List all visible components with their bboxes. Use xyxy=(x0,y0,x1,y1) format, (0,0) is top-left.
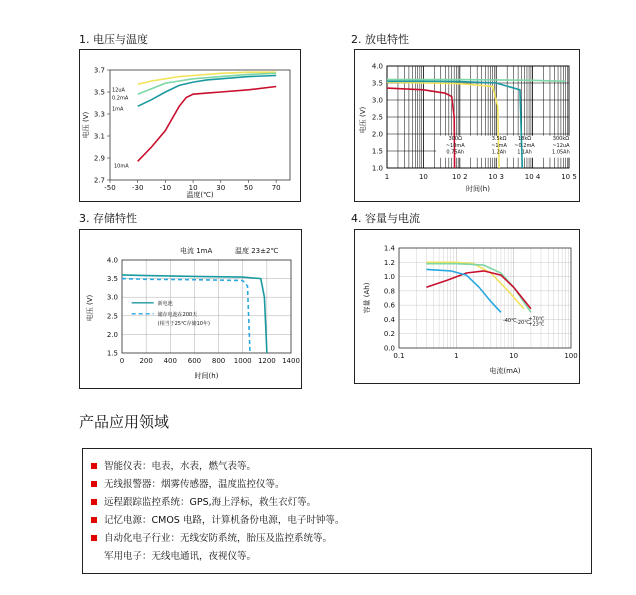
x-tick-label: 600 xyxy=(187,357,202,365)
applications-heading: 产品应用领域 xyxy=(79,413,170,431)
application-text: 智能仪表：电表，水表，燃气表等。 xyxy=(104,461,257,472)
y-tick-label: 0.4 xyxy=(383,315,395,324)
y-tick-label: 2.7 xyxy=(93,176,105,185)
y-tick-label: 2.0 xyxy=(106,330,118,339)
x-tick-label: 100 xyxy=(564,352,578,360)
section-title-discharge: 2. 放电特性 xyxy=(351,33,409,46)
application-text: 记忆电源：CMOS 电路，计算机备份电源，电子时钟等。 xyxy=(104,515,345,526)
bullet-square-icon xyxy=(91,517,97,523)
annotation-line1: 3.5kΩ xyxy=(491,136,507,143)
chart-voltage-temperature xyxy=(80,50,300,201)
y-tick-label: 3.5 xyxy=(106,275,118,284)
section-title-storage: 3. 存储特性 xyxy=(79,212,137,225)
x-axis-title: 时间(h) xyxy=(194,372,219,380)
y-tick-label: 1.4 xyxy=(383,244,395,253)
y-axis-title: 电压 (V) xyxy=(82,111,90,139)
y-tick-label: 3.1 xyxy=(93,132,105,141)
x-axis-title: 温度(℃) xyxy=(186,191,214,199)
y-tick-label: 1.5 xyxy=(106,349,118,358)
y-axis-title: 电压 (V) xyxy=(359,106,367,134)
annotation-line3: 1.05Ah xyxy=(552,149,570,156)
application-text: 无线报警器：烟雾传感器，温度监控仪等。 xyxy=(104,479,285,490)
x-tick-label: 30 xyxy=(216,184,226,192)
bullet-square-icon xyxy=(91,463,97,469)
x-tick-label: 70 xyxy=(271,184,281,192)
legend-label: 新电池 xyxy=(157,300,173,307)
x-tick-label: 1 xyxy=(384,173,390,181)
y-tick-label: 4.0 xyxy=(371,62,383,71)
chart-discharge-frame xyxy=(354,49,580,202)
application-item-automation xyxy=(91,530,332,544)
chart-discharge xyxy=(355,50,579,201)
y-axis-title: 电压 (V) xyxy=(86,294,94,322)
application-item-tracking xyxy=(91,494,316,508)
header-current: 电流 1mA xyxy=(180,247,213,255)
legend-note: (相当于25℃存储10年) xyxy=(157,320,210,327)
y-tick-label: 0.6 xyxy=(383,301,395,310)
annotation-line3: 0.75Ah xyxy=(446,149,465,156)
x-tick-label: 1200 xyxy=(257,357,276,365)
application-item-memory-power xyxy=(91,512,344,526)
series-line-0 xyxy=(426,262,523,308)
annotation-line3: 1.2Ah xyxy=(491,149,507,156)
annotation-line3: 1.1Ah xyxy=(517,149,532,156)
series-label: -40℃ xyxy=(502,317,517,324)
bullet-square-icon xyxy=(91,535,97,541)
application-text: 远程跟踪监控系统：GPS,海上浮标，救生衣灯等。 xyxy=(104,497,317,508)
section-title-voltage-temperature: 1. 电压与温度 xyxy=(79,33,148,46)
legend-label: 储存电池在200天 xyxy=(157,311,198,318)
y-axis-title: 容量 (Ah) xyxy=(363,282,371,314)
series-label: 1mA xyxy=(112,106,124,113)
x-tick-label: 10 xyxy=(509,352,519,360)
x-tick-label: 1400 xyxy=(282,357,300,365)
x-tick-label: 0.1 xyxy=(393,352,405,360)
y-tick-label: 0.2 xyxy=(383,330,395,339)
application-item-alarms xyxy=(91,476,285,490)
chart-storage-frame xyxy=(79,229,302,389)
y-tick-label: 4.0 xyxy=(106,256,118,265)
x-axis-title: 电流(mA) xyxy=(489,367,521,375)
y-tick-label: 0.0 xyxy=(383,344,395,353)
chart-voltage-temperature-frame xyxy=(79,49,301,202)
y-tick-label: 3.0 xyxy=(371,96,383,105)
application-text: 军用电子：无线电通讯，夜视仪等。 xyxy=(104,551,257,562)
plot-area xyxy=(399,248,571,348)
y-tick-label: 2.0 xyxy=(371,130,383,139)
plot-area xyxy=(110,70,290,180)
x-tick-label: 10 xyxy=(188,184,198,192)
bullet-square-icon xyxy=(91,481,97,487)
y-tick-label: 1.5 xyxy=(371,147,383,156)
y-tick-label: 1.2 xyxy=(383,258,395,267)
x-axis-title: 时间(h) xyxy=(466,185,490,193)
x-tick-label: -10 xyxy=(159,184,172,192)
y-tick-label: 1.0 xyxy=(371,164,383,173)
y-tick-label: 3.7 xyxy=(93,66,105,75)
y-tick-label: 1.0 xyxy=(383,273,395,282)
series-label: +70℃ xyxy=(528,316,545,323)
y-tick-label: 3.5 xyxy=(93,88,105,97)
bullet-square-icon xyxy=(91,499,97,505)
chart-capacity-current xyxy=(355,230,579,383)
header-temperature: 温度 23±2℃ xyxy=(235,247,279,255)
series-label: 12uA xyxy=(112,87,125,94)
x-tick-label: 400 xyxy=(163,357,177,365)
x-tick-label: 1000 xyxy=(233,357,252,365)
annotation-line2: ~0.2mA xyxy=(514,142,535,149)
chart-capacity-current-frame xyxy=(354,229,580,384)
annotation-line2: ~10mA xyxy=(445,142,465,149)
application-text: 自动化电子行业：无线安防系统，胎压及监控系统等。 xyxy=(104,533,333,544)
series-label: -20℃ xyxy=(516,320,530,326)
y-tick-label: 2.9 xyxy=(93,154,105,163)
x-tick-label: 800 xyxy=(211,357,226,365)
annotation-line2: ~1mA xyxy=(491,142,507,149)
applications-box xyxy=(82,448,592,574)
x-tick-label: -30 xyxy=(131,184,144,192)
annotation-line1: 18kΩ xyxy=(517,136,532,143)
x-tick-label: -50 xyxy=(104,184,116,192)
x-tick-label: 200 xyxy=(139,357,153,365)
x-tick-label: 1 xyxy=(454,352,459,360)
series-label: 0.2mA xyxy=(112,95,129,102)
annotation-line1: 300kΩ xyxy=(552,136,570,143)
y-tick-label: 3.3 xyxy=(93,110,105,119)
x-tick-label: 10 3 xyxy=(488,173,504,181)
series-label: +23℃ xyxy=(528,321,545,328)
application-item-military xyxy=(91,548,256,562)
series-line-3 xyxy=(138,87,277,162)
x-tick-label: 10 2 xyxy=(452,173,468,181)
series-label: 10mA xyxy=(114,163,129,170)
annotation-line1: 300Ω xyxy=(448,136,462,143)
section-title-capacity-current: 4. 容量与电流 xyxy=(351,212,420,225)
x-tick-label: 0 xyxy=(119,357,125,365)
y-tick-label: 2.5 xyxy=(371,113,383,122)
x-tick-label: 50 xyxy=(244,184,253,192)
x-tick-label: 10 xyxy=(418,173,428,181)
y-tick-label: 2.5 xyxy=(106,312,118,321)
x-tick-label: 10 4 xyxy=(524,173,541,181)
application-item-meters xyxy=(91,458,256,472)
annotation-line2: ~12uA xyxy=(552,142,570,149)
y-tick-label: 0.8 xyxy=(383,287,395,296)
chart-storage xyxy=(80,230,301,388)
y-tick-label: 3.5 xyxy=(371,79,383,88)
x-tick-label: 10 5 xyxy=(561,173,577,181)
y-tick-label: 3.0 xyxy=(106,293,118,302)
